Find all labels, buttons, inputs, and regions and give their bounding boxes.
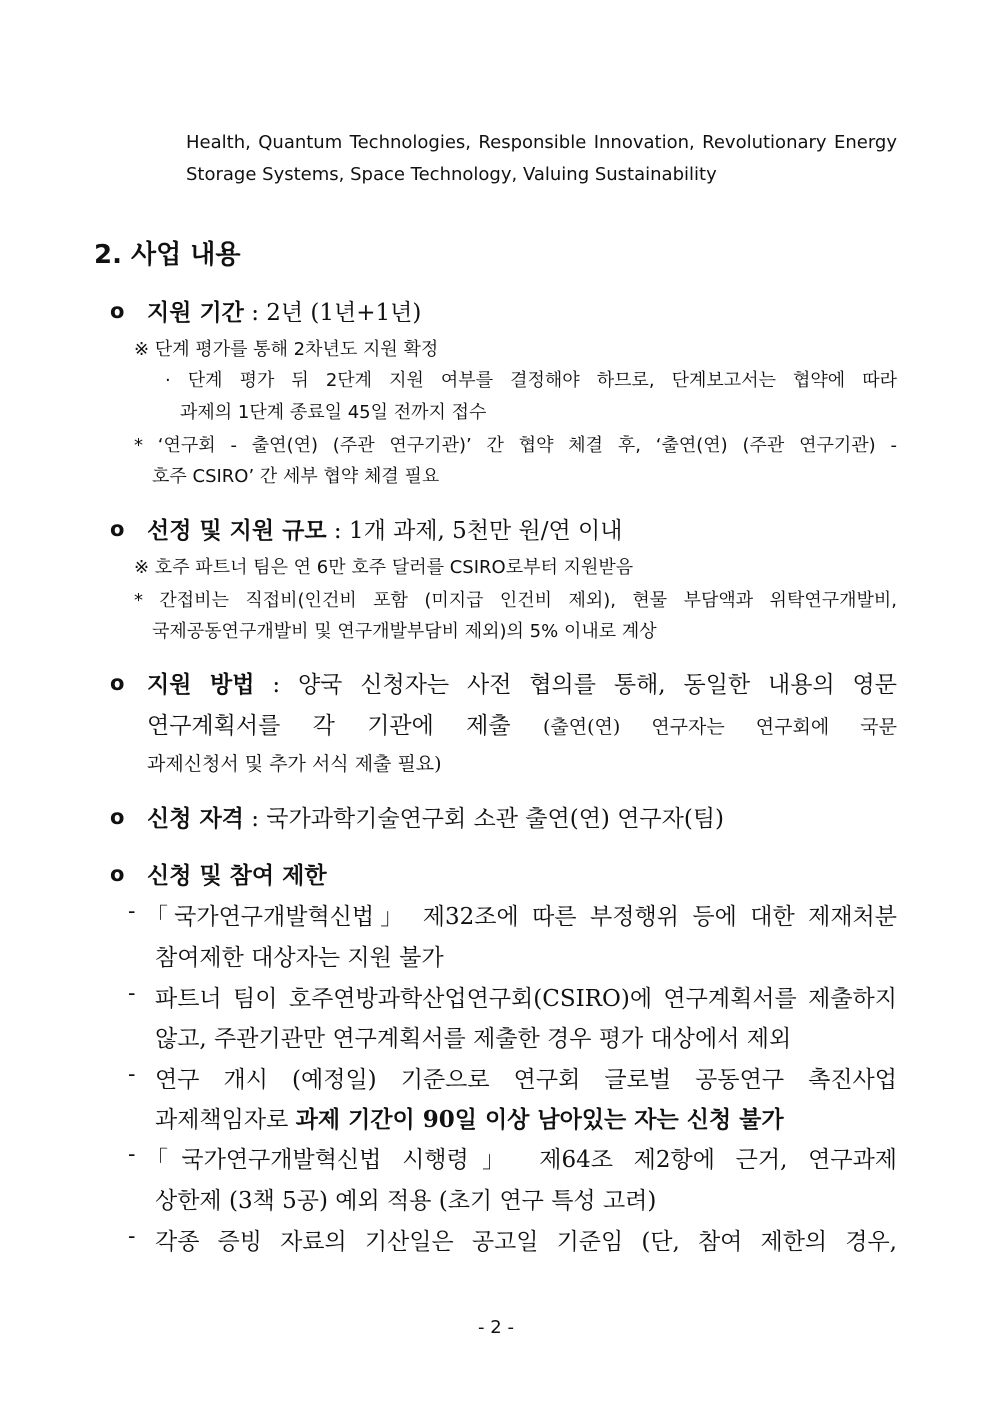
restriction-4-line-2: 상한제 (3책 5공) 예외 적용 (초기 연구 특성 고려): [155, 1188, 657, 1214]
method-label: 지원 방법: [147, 671, 255, 698]
page-number: - 2 -: [478, 1317, 514, 1338]
dash-marker: -: [128, 1062, 136, 1087]
restrictions-label: 신청 및 참여 제한: [147, 862, 327, 889]
bullet-marker: o: [110, 517, 125, 541]
period-note-1: ※ 단계 평가를 통해 2차년도 지원 확정: [134, 339, 439, 360]
dash-marker: -: [128, 981, 136, 1006]
restriction-3-emphasis: 과제 기간이 90일 이상 남아있는 자는 신청 불가: [295, 1106, 784, 1133]
restriction-5-line-1: 각종 증빙 자료의 기산일은 공고일 기준임 (단, 참여 제한의 경우,: [155, 1229, 897, 1255]
bullet-marker: o: [110, 805, 125, 829]
period-label: 지원 기간: [147, 299, 244, 326]
method-line-2: [147, 707, 897, 740]
method-line-3: 과제신청서 및 추가 서식 제출 필요): [147, 753, 442, 775]
dash-marker: -: [128, 899, 136, 924]
eligibility-value: 국가과학기술연구회 소관 출연(연) 연구자(팀): [266, 806, 725, 832]
restrictions-line: [147, 857, 327, 890]
method-text-1: 양국 신청자는 사전 협의를 통해, 동일한 내용의 영문: [297, 672, 897, 698]
restriction-3-line-2: [155, 1101, 897, 1134]
method-line-1: [147, 666, 897, 699]
period-line: [147, 294, 421, 327]
period-note-3-line-2: 호주 CSIRO’ 간 세부 협약 체결 필요: [152, 466, 440, 487]
eligibility-label: 신청 자격: [147, 805, 244, 832]
scale-note-2-line-1: * 간접비는 직접비(인건비 포함 (미지급 인건비 제외), 현물 부담액과 위탁연구개발비,: [134, 590, 897, 611]
scale-note-1: ※ 호주 파트너 팀은 연 6만 호주 달러를 CSIRO로부터 지원받음: [134, 557, 634, 578]
method-text-2: 연구계획서를 각 기관에 제출: [147, 713, 511, 739]
intro-line-2: Storage Systems, Space Technology, Valuing Sustainability: [186, 164, 717, 185]
period-note-3-line-1: * ‘연구회 - 출연(연) (주관 연구기관)’ 간 협약 체결 후, ‘출연(연) (주관 연구기관) -: [134, 435, 897, 456]
bullet-marker: o: [110, 671, 125, 695]
period-note-2-line-2: 과제의 1단계 종료일 45일 전까지 접수: [180, 402, 487, 423]
method-text-2-paren: (출연(연) 연구자는 연구회에 국문: [542, 716, 897, 738]
period-separator: :: [243, 300, 267, 326]
period-note-2-line-1: · 단계 평가 뒤 2단계 지원 여부를 결정해야 하므로, 단계보고서는 협약에 따라: [165, 370, 897, 391]
bullet-marker: o: [110, 862, 125, 886]
method-separator: :: [254, 672, 298, 698]
scale-separator: :: [326, 518, 349, 544]
eligibility-line: [147, 800, 724, 833]
dash-marker: -: [128, 1142, 136, 1167]
scale-line: [147, 512, 622, 545]
section-heading: 2. 사업 내용: [94, 240, 241, 270]
eligibility-separator: :: [243, 806, 267, 832]
intro-line-1: Health, Quantum Technologies, Responsible Innovation, Revolutionary Energy: [186, 132, 897, 153]
restriction-1-line-1: 「국가연구개발혁신법」 제32조에 따른 부정행위 등에 대한 제재처분: [145, 904, 897, 930]
scale-value: 1개 과제, 5천만 원/연 이내: [348, 518, 623, 544]
restriction-4-line-1: 「국가연구개발혁신법 시행령」 제64조 제2항에 근거, 연구과제: [145, 1147, 897, 1173]
restriction-3-normal: 과제책임자로: [155, 1107, 296, 1133]
restriction-1-line-2: 참여제한 대상자는 지원 불가: [155, 945, 444, 971]
restriction-3-line-1: 연구 개시 (예정일) 기준으로 연구회 글로벌 공동연구 촉진사업: [155, 1067, 897, 1093]
restriction-2-line-1: 파트너 팀이 호주연방과학산업연구회(CSIRO)에 연구계획서를 제출하지: [155, 986, 897, 1012]
dash-marker: -: [128, 1224, 136, 1249]
restriction-2-line-2: 않고, 주관기관만 연구계획서를 제출한 경우 평가 대상에서 제외: [155, 1026, 792, 1052]
period-value: 2년 (1년+1년): [266, 300, 422, 326]
scale-label: 선정 및 지원 규모: [147, 517, 327, 544]
bullet-marker: o: [110, 299, 125, 323]
scale-note-2-line-2: 국제공동연구개발비 및 연구개발부담비 제외)의 5% 이내로 계상: [152, 621, 657, 642]
